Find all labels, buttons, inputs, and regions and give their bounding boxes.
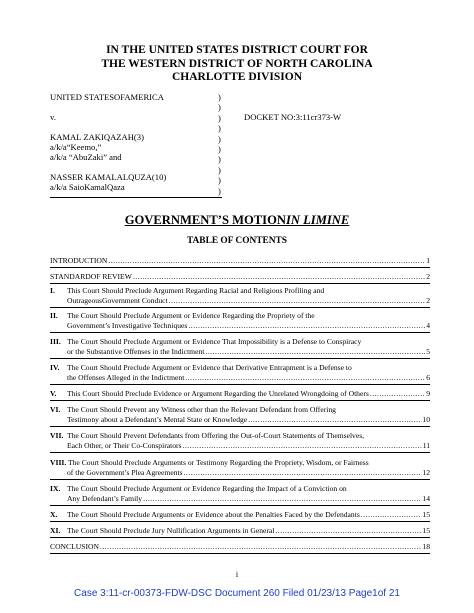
defendant-1-name: KAMAL ZAKIQAZAH(3): [50, 132, 144, 142]
toc-entry-section-5[interactable]: V. This Court Should Preclude Evidence or Argument Regarding the Unrelated Wrongdoing of Others ..... 9: [50, 389, 430, 399]
filing-footer: Case 3:11-cr-00373-FDW-DSC Document 260 Filed 01/23/13 Page1of 21: [74, 588, 400, 599]
court-line-2: THE WESTERN DISTRICT OF NORTH CAROLINA: [101, 57, 373, 70]
plaintiff-name: UNITED STATESOFAMERICA: [50, 92, 164, 102]
defendant-2-alias: a/k/a SaioKamalQaza: [50, 182, 125, 192]
toc-entry-conclusion[interactable]: CONCLUSION ..... 18: [50, 542, 430, 552]
toc-entry-introduction[interactable]: INTRODUCTION ..... 1: [50, 256, 430, 266]
defendant-1-alias-2: a/k/a “AbuZaki” and: [50, 152, 122, 162]
toc-entry-section-10[interactable]: X. The Court Should Preclude Arguments or Evidence about the Penalties Faced by the Defendants ..... 15: [50, 510, 430, 520]
versus: v.: [50, 112, 56, 122]
court-header: [0, 44, 474, 85]
title-main: GOVERNMENT’S MOTION: [124, 213, 286, 227]
defendant-2-name: NASSER KAMALALQUZA(10): [50, 172, 167, 182]
toc-entry-section-11[interactable]: XI. The Court Should Preclude Jury Nullification Arguments in General ..... 15: [50, 526, 430, 536]
page-number: i: [235, 570, 239, 579]
toc-heading: TABLE OF CONTENTS: [186, 236, 288, 246]
court-line-3: CHARLOTTE DIVISION: [171, 71, 303, 83]
title-italic: IN LIMINE: [285, 213, 350, 227]
document-title: [0, 213, 474, 228]
caption-rule: [50, 197, 222, 198]
docket-number: DOCKET NO:3:11cr373-W: [244, 112, 342, 122]
court-line-1: IN THE UNITED STATES DISTRICT COURT FOR: [106, 44, 368, 56]
toc-entry-standard-of-review[interactable]: STANDARDOF REVIEW ..... 2: [50, 272, 430, 282]
caption-parentheses: ) ) ) ) ) ) ) ) ) ): [218, 92, 221, 196]
case-caption: [50, 92, 430, 204]
defendant-1-alias-1: a/k/a“Keemo,”: [50, 142, 102, 152]
